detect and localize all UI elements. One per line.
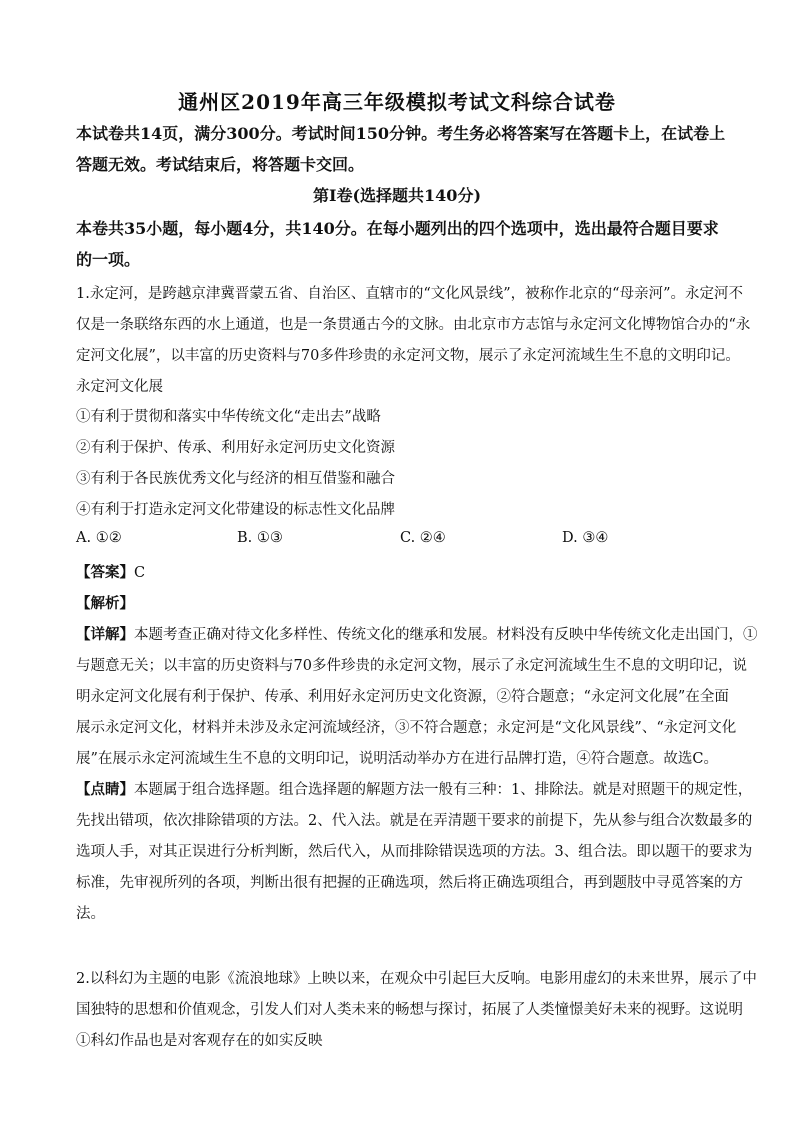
- q1-detail-line: 展”在展示永定河流域生生不息的文明印记，说明活动举办方在进行品牌打造，④符合题意。故选C。: [76, 751, 719, 767]
- q1-option-c: C. ②④: [400, 530, 446, 546]
- q1-option-b: B. ①③: [237, 530, 283, 546]
- q1-tip-line: [76, 778, 752, 799]
- q1-stem-line: 定河文化展”，以丰富的历史资料与70多件珍贵的永定河文物，展示了永定河流域生生不息的文明印记。: [76, 348, 740, 364]
- q1-tip-line: 先找出错项，依次排除错项的方法。2、代入法。就是在弄清题干要求的前提下，先从参与组合次数最多的: [76, 813, 753, 829]
- q1-stem-line: 仅是一条联络东西的水上通道，也是一条贯通古今的文脉。由北京市方志馆与永定河文化博物馆合办的“永: [76, 317, 751, 333]
- q2-stem-line: 国独特的思想和价值观念，引发人们对人类未来的畅想与探讨，拓展了人类憧憬美好未来的视野。这说明: [76, 1002, 743, 1018]
- detail-tag: 【详解】: [76, 626, 134, 643]
- q2-stem-line: 2.以科幻为主题的电影《流浪地球》上映以来，在观众中引起巨大反响。电影用虚幻的未来世界，展示了中: [76, 971, 757, 987]
- q1-stem-line: 1.永定河，是跨越京津冀晋蒙五省、自治区、直辖市的“文化风景线”，被称作北京的“母亲河”。永定河不: [76, 286, 743, 302]
- tip-text: 本题属于组合选择题。组合选择题的解题方法一般有三种：1、排除法。就是对照题干的规定性，: [134, 782, 753, 798]
- q1-answer: [76, 561, 145, 582]
- q1-option-d: D. ③④: [562, 530, 609, 546]
- q1-detail-line: [76, 623, 758, 644]
- tip-tag: 【点睛】: [76, 781, 134, 798]
- answer-tag: 【答案】: [76, 564, 134, 581]
- q1-tip-line: 标准，先审视所列的各项，判断出很有把握的正确选项，然后将正确选项组合，再到题肢中寻觅答案的方: [76, 875, 743, 891]
- q1-tip-line: 选项人手，对其正误进行分析判断，然后代入，从而排除错误选项的方法。3、组合法。即以题干的要求为: [76, 844, 753, 860]
- q1-statement: ①有利于贯彻和落实中华传统文化“走出去”战略: [76, 409, 381, 425]
- q2-stem-line: ①科幻作品也是对客观存在的如实反映: [76, 1033, 323, 1049]
- q1-statement: ②有利于保护、传承、利用好永定河历史文化资源: [76, 440, 395, 456]
- section-desc-line-2: 的一项。: [76, 250, 141, 269]
- detail-text: 本题考查正确对待文化多样性、传统文化的继承和发展。材料没有反映中华传统文化走出国门，①: [134, 627, 758, 643]
- q1-detail-line: 展示永定河文化，材料并未涉及永定河流域经济，③不符合题意；永定河是“文化风景线”、“永定河文化: [76, 720, 737, 736]
- answer-value: C: [134, 565, 146, 581]
- instructions-line-2: 答题无效。考试结束后，将答题卡交回。: [76, 155, 365, 174]
- section-title: 第Ⅰ卷(选择题共140分): [312, 186, 482, 205]
- q1-stem-line: 永定河文化展: [76, 379, 163, 395]
- instructions-line-1: 本试卷共14页，满分300分。考试时间150分钟。考生务必将答案写在答题卡上，在试卷上: [76, 124, 726, 143]
- q1-option-a: A. ①②: [76, 530, 122, 546]
- analysis-tag: 【解析】: [76, 595, 134, 612]
- page-title: 通州区2019年高三年级模拟考试文科综合试卷: [178, 90, 616, 114]
- q1-detail-line: 明永定河文化展有利于保护、传承、利用好永定河历史文化资源，②符合题意；“永定河文化展”在全面: [76, 689, 729, 705]
- q1-detail-line: 与题意无关；以丰富的历史资料与70多件珍贵的永定河文物，展示了永定河流域生生不息的文明印记，说: [76, 658, 747, 674]
- section-desc-line-1: 本卷共35小题，每小题4分，共140分。在每小题列出的四个选项中，选出最符合题目要求: [76, 219, 719, 238]
- q1-statement: ④有利于打造永定河文化带建设的标志性文化品牌: [76, 502, 395, 518]
- q1-statement: ③有利于各民族优秀文化与经济的相互借鉴和融合: [76, 471, 395, 487]
- q1-tip-line: 法。: [76, 906, 105, 922]
